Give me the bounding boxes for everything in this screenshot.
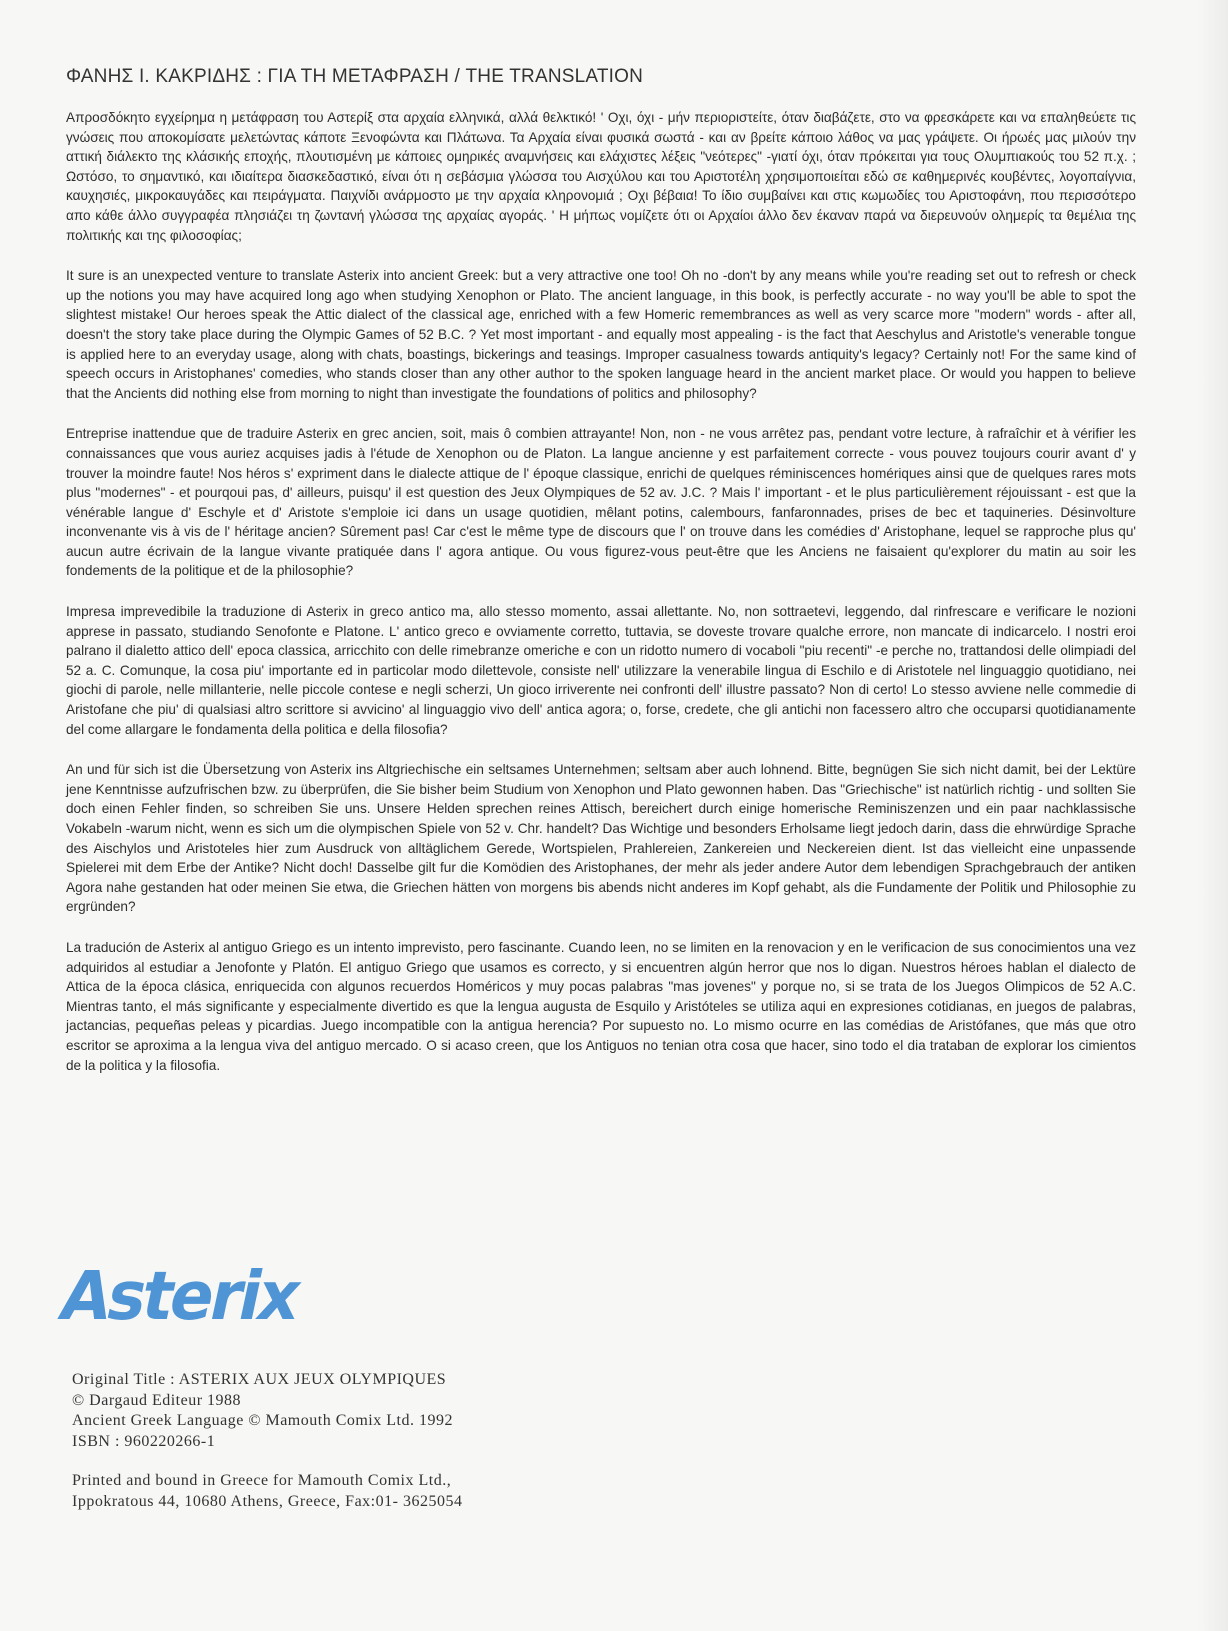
- paragraph-french: Entreprise inattendue que de traduire Asterix en grec ancien, soit, mais ô combien attrayante! Non, non - ne vous arrêtez pas, pendant votre lecture, à rafraîchir et à vérifier les connaissances que vous auriez acquises jadis à l'étude de Xenophon ou de Platon. La langue ancienne y est parfaitement correcte - vous pouvez toujours courir avant d' y trouver la moindre faute! Nos héros s' expriment dans le dialecte attique de l' époque classique, enrichi de quelques réminiscences homériques ainsi que de quelques rares mots plus "modernes" - et pourqoui pas, d' ailleurs, puisqu' il est question des Jeux Olympiques de 52 av. J.C. ? Mais l' important - et le plus particulièrement réjouissant - est que la vénérable langue d' Eschyle et d' Aristote s'emploie ici dans un usage quotidien, mêlant potins, calembours, fanfaronnades, prises de bec et taquineries. Désinvolture inconvenante vis à vis de l' héritage ancien? Sûrement pas! Car c'est le même type de discours que l' on trouve dans les comédies d' Aristophane, lequel se rapproche plus qu' aucun autre écrivain de la langue vivante pratiquée dans l' agora antique. Ou vous figurez-vous peut-être que les Anciens ne faisaient qu'explorer du matin au soir les fondements de la politique et de la philosophie?: [66, 426, 1136, 579]
- publication-credits: [72, 1370, 462, 1512]
- page-title: ΦΑΝΗΣ Ι. ΚΑΚΡΙΔΗΣ : ΓΙΑ ΤΗ ΜΕΤΑΦΡΑΣΗ / THE TRANSLATION: [66, 66, 644, 87]
- paragraph-german: An und für sich ist die Übersetzung von Asterix ins Altgriechische ein seltsames Unternehmen; seltsam aber auch lohnend. Bitte, begnügen Sie sich nicht damit, bei der Lektüre jene Kenntnisse aufzufrischen bzw. zu überprüfen, die Sie bisher beim Studium von Xenophon und Plato gewonnen haben. Das "Griechische" ist natürlich richtig - und sollten Sie doch einen Fehler finden, so schreiben Sie uns. Unsere Helden sprechen reines Attisch, bereichert durch einige homerische Reminiszenzen und ein paar nachklassische Vokabeln -warum nicht, wenn es sich um die olympischen Spiele von 52 v. Chr. handelt? Das Wichtige und besonders Erholsame liegt jedoch darin, dass die ehrwürdige Sprache des Aischylos und Aristoteles hier zum Ausdruck von alltäglichem Gerede, Wortspielen, Prahlereien, Zankereien und Neckereien dient. Ist das vielleicht eine unpassende Spielerei mit dem Erbe der Antike? Nicht doch! Dasselbe gilt fur die Komödien des Aristophanes, der mehr als jeder andere Autor dem lebendigen Sprachgebrauch der antiken Agora nahe gestanden hat oder meinen Sie etwa, die Griechen hätten von morgens bis abends nicht anderes im Kopf gehabt, als die Fundamente der Politik und Philosophie zu ergründen?: [66, 762, 1136, 915]
- paragraph-spanish: La tradución de Asterix al antiguo Griego es un intento imprevisto, pero fascinante. Cuando leen, no se limiten en la renovacion y en le verificacion de sus conocimientos una vez adquiridos al estudiar a Jenofonte y Platón. El antiguo Griego que usamos es correcto, y si encuentren algún herror que nos lo digan. Nuestros héroes hablan el dialecto de Attica de la época clásica, enriquecida con algunos recuerdos Homéricos y muy pocas palabras "mas jovenes" y porque no, si se trata de los Juegos Olimpicos de 52 A.C. Mientras tanto, el más significante y especialmente divertido es que la lengua augusta de Esquilo y Aristóteles se utiliza aqui en expresiones cotidianas, en juegos de palabras, jactancias, pequeñas peleas y picardias. Juego incompatible con la antigua herencia? Por supuesto no. Lo mismo ocurre en las comédias de Aristófanes, que más que otro escritor se aproxima a la lengua viva del antiguo mercado. O si acaso creen, que los Antiguos no tenian otra cosa que hacer, sino todo el dia trataban de explorar los cimientos de la politica y la filosofia.: [66, 939, 1136, 1073]
- printer-info: [72, 1471, 462, 1512]
- credit-isbn: ISBN : 960220266-1: [72, 1432, 216, 1450]
- printer-line: Printed and bound in Greece for Mamouth Comix Ltd.,: [72, 1472, 452, 1489]
- paragraph-greek: Απροσδόκητο εγχείρημα η μετάφραση του Αστερίξ στα αρχαία ελληνικά, αλλά θελκτικό! ' Οχι, όχι - μήν περιοριστείτε, όταν διαβάζετε, στο να φρεσκάρετε και να επαληθεύετε τις γνώσεις που αποκομίσατε μελετώντας κάποτε Ξενοφώντα και Πλάτωνα. Τα Αρχαία είναι φυσικά σωστά - και αν βρείτε κάποιο λάθος να μας γράψετε. Οι ήρωές μας μιλούν την αττική διάλεκτο της κλάσικής εποχής, πλουτισμένη με κάποιες ομηρικές αναμνήσεις και ελάχιστες λέξεις "νεότερες" -γιατί όχι, όταν πρόκειται για τους Ολυμπιακούς του 52 π.χ. ; Ωστόσο, το σημαντικό, και ιδιαίτερα διασκεδαστικό, είναι ότι η σεβάσμια γλώσσα του Αισχύλου και του Αριστοτέλη χρησιμοποιείται εδώ σε καθημερινές κουβέντες, λογοπαίγνια, καυχησιές, μικροκαυγάδες και πειράγματα. Παιχνίδι ανάρμοστο με την αρχαία κληρονομιά ; Οχι βέβαια! Το ίδιο συμβαίνει και στις κωμωδίες του Αριστοφάνη, που περισσότερο απο κάθε άλλο συγγραφέα πλησιάζει τη ζωντανή γλώσσα της αρχαίας αγοράς. ' Η μήπως νομίζετε ότι οι Αρχαίοι άλλο δεν έκαναν παρά να διερευνούν ολημερίς τα θεμέλια της πολιτικής και της φιλοσοφίας;: [66, 110, 1136, 243]
- paragraph-english: It sure is an unexpected venture to translate Asterix into ancient Greek: but a very attractive one too! Oh no -don't by any means while you're reading set out to refresh or check up the notions you may have acquired long ago when studying Xenophon or Plato. The ancient language, in this book, is perfectly accurate - no way you'll be able to spot the slightest mistake! Our heroes speak the Attic dialect of the classical age, enriched with a few Homeric remembrances as well as very scarce more "modern" words - after all, doesn't the story take place during the Olympic Games of 52 B.C. ? Yet most important - and equally most appealing - is the fact that Aeschylus and Aristotle's venerable tongue is applied here to an everyday usage, along with chats, boastings, bickerings and teasings. Improper casualness towards antiquity's legacy? Certainly not! For the same kind of speech occurs in Aristophanes' comedies, who stands closer than any other author to the spoken language heard in the ancient market place. Or would you happen to believe that the Ancients did nothing else from morning to night than investigate the foundations of politics and philosophy?: [66, 268, 1136, 401]
- paragraph-italian: Impresa imprevedibile la traduzione di Asterix in greco antico ma, allo stesso momento, assai allettante. No, non sottraetevi, leggendo, dal rinfrescare e verificare le nozioni apprese in passato, studiando Senofonte e Platone. L' antico greco e ovviamente corretto, tuttavia, se doveste trovare qualche errore, non mancate di indicarcelo. I nostri eroi palrano il dialetto attico dell' epoca classica, arricchito con delle rimebranze omeriche e con un ridotto numero di vocaboli "piu recenti" -e perche no, trattandosi delle olimpiadi del 52 a. C. Comunque, la cosa piu' importante ed in particolar modo dilettevole, consiste nell' utilizzare la venerabile lingua di Eschilo e di Aristotele nel linguaggio quotidiano, nei giochi di parole, nelle millanterie, nelle piccole contese e negli scherzi, Un gioco irriverente nei confronti dell' illustre passato? Non di certo! Lo stesso avviene nelle commedie di Aristofane che piu' di qualsiasi altro scrittore si avvicino' al linguaggio vivo dell' antica agora; o, forse, credete, che gli antichi non facessero altro che occuparsi quotidianamente del come allargare le fondamenta della politica e della filosofia?: [66, 604, 1136, 737]
- credit-original-title: Original Title : ASTERIX AUX JEUX OLYMPIQUES: [72, 1371, 447, 1388]
- asterix-logo: Asterix: [53, 1258, 306, 1336]
- credit-copyright-mamouth: Ancient Greek Language © Mamouth Comix Ltd. 1992: [72, 1412, 453, 1429]
- credit-copyright-dargaud: © Dargaud Editeur 1988: [72, 1391, 242, 1409]
- page-edge-shadow: [1198, 0, 1228, 1631]
- printer-address: Ippokratous 44, 10680 Athens, Greece, Fax:01- 3625054: [72, 1492, 463, 1510]
- translation-note: [66, 66, 1136, 1096]
